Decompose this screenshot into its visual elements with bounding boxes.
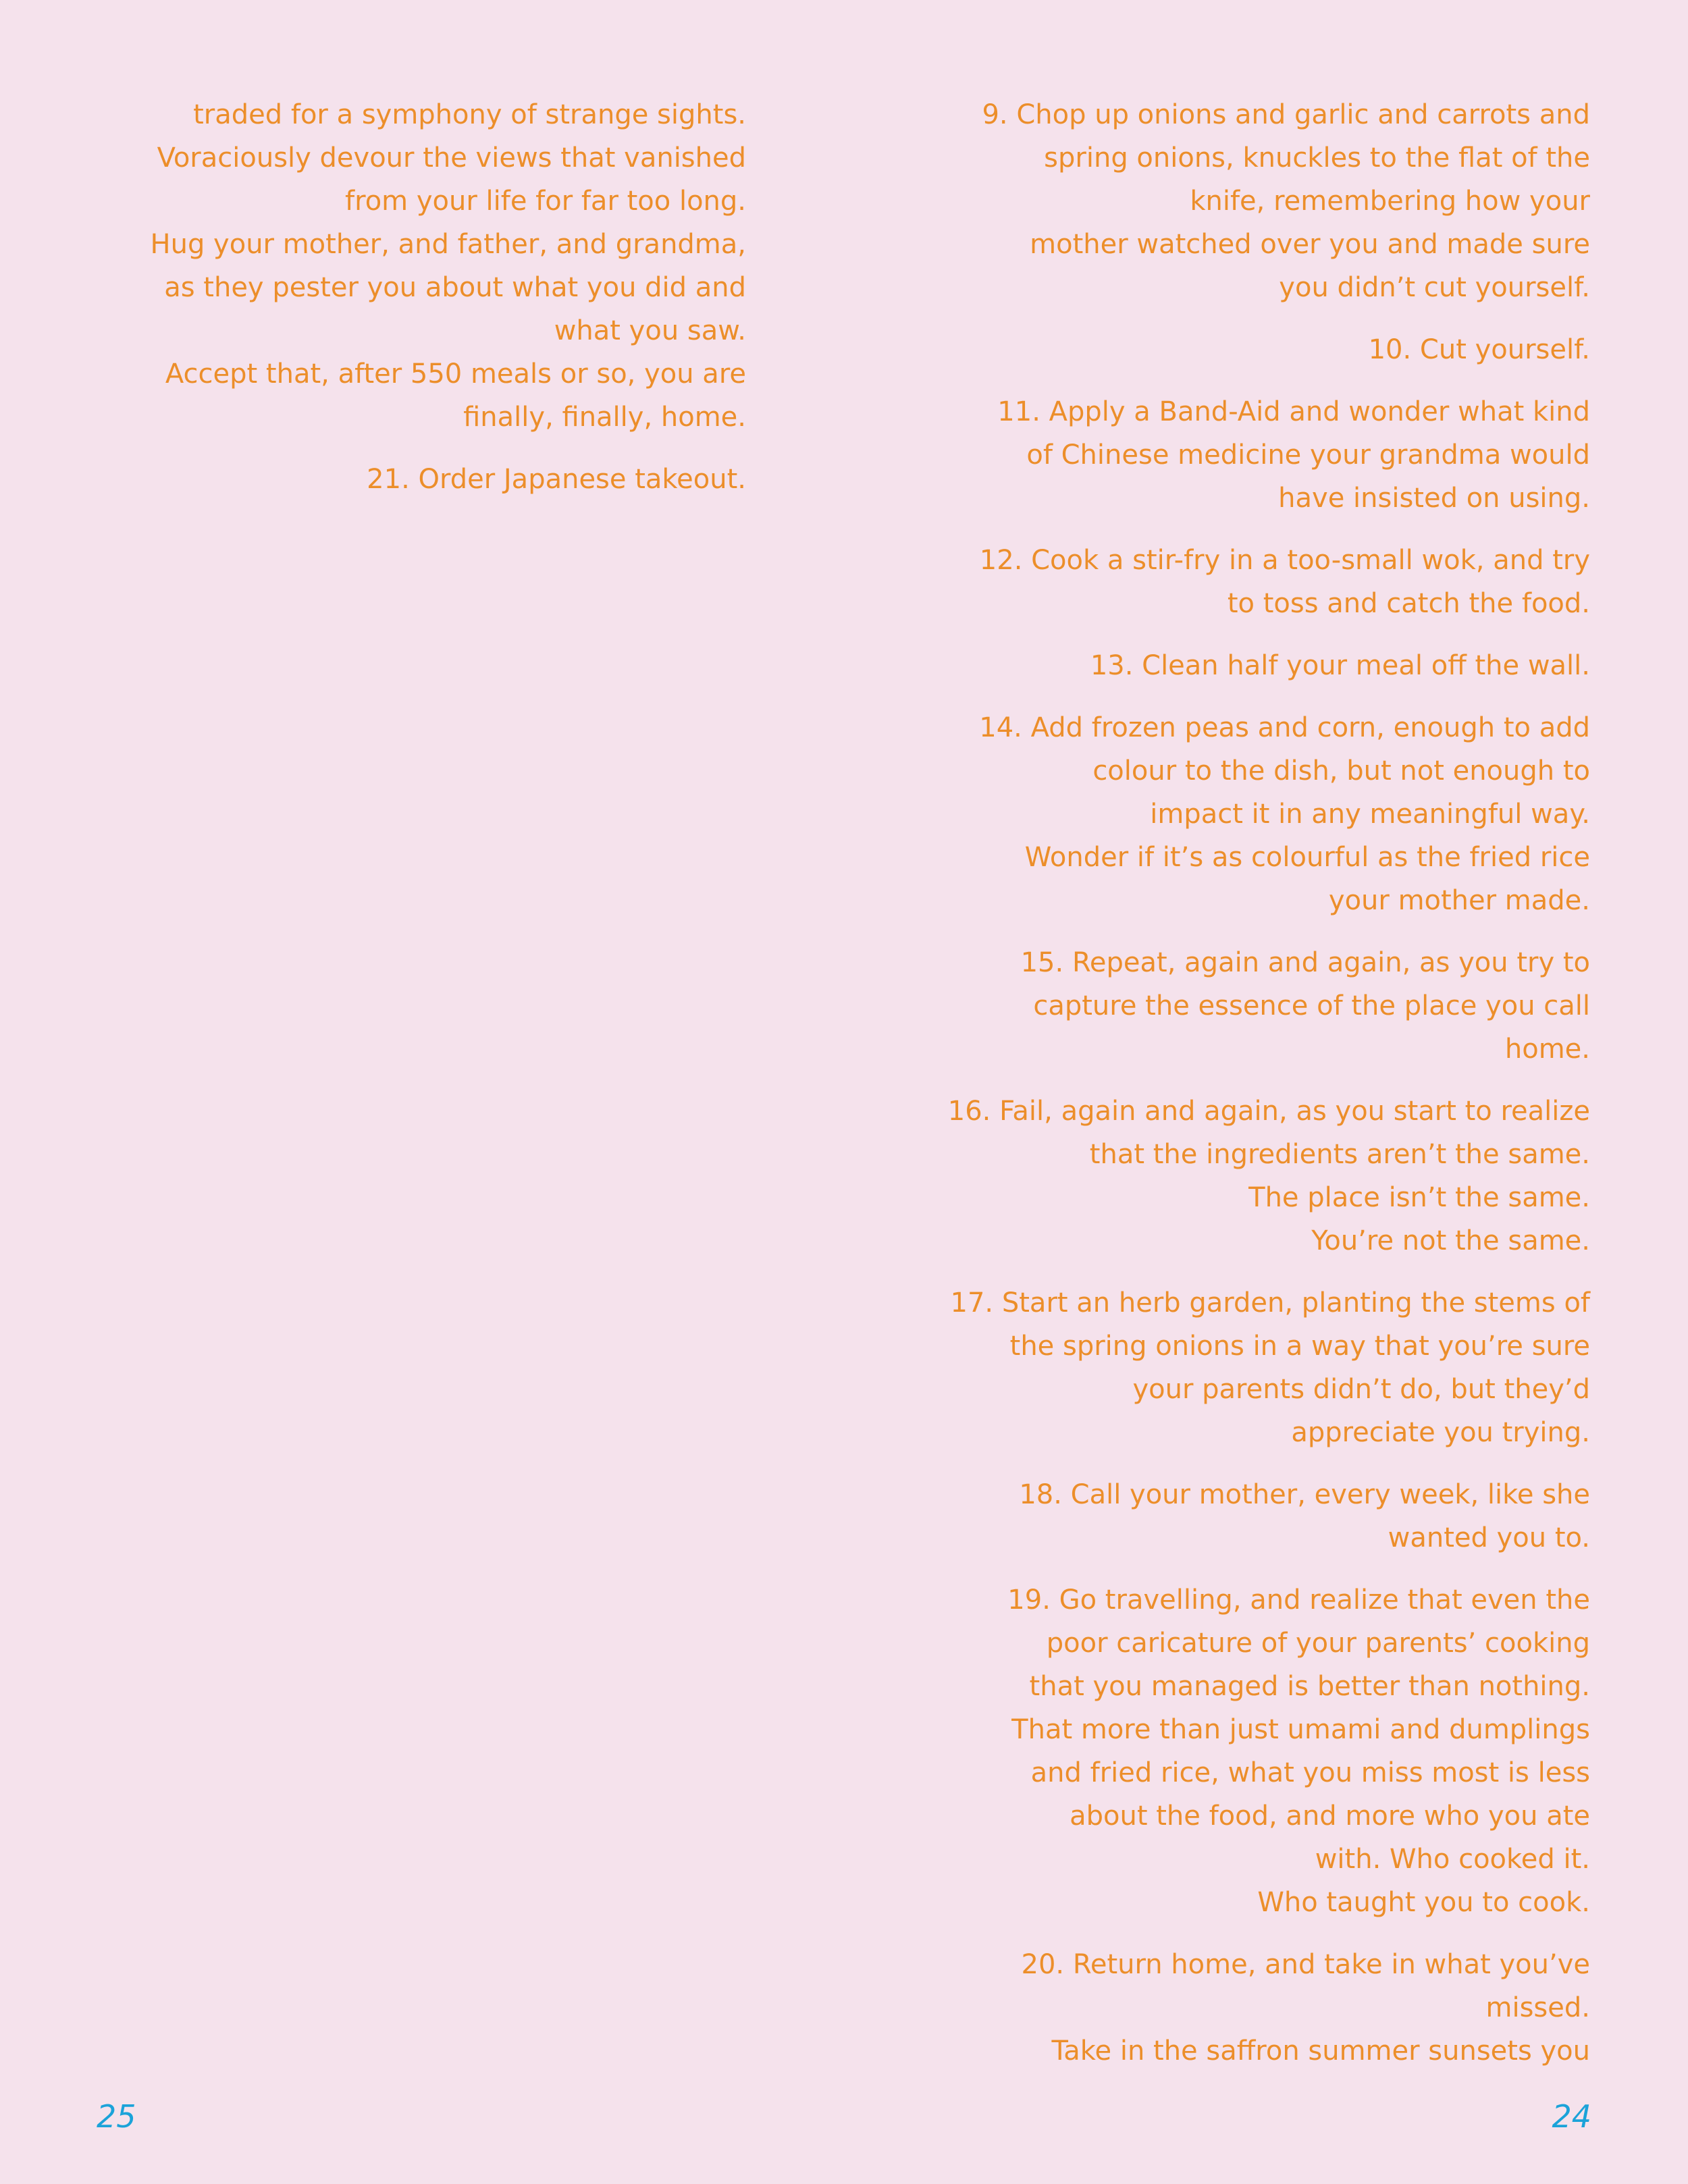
list-item [932, 328, 1590, 371]
text-line: 17. Start an herb garden, planting the stems of [950, 1287, 1590, 1319]
text-line: 11. Apply a Band-Aid and wonder what kind [997, 396, 1590, 427]
text-line: from your life for far too long. [345, 186, 746, 217]
text-line: missed. [1485, 1992, 1590, 2023]
list-item [932, 1090, 1590, 1262]
list-item [932, 390, 1590, 520]
text-line: home. [1504, 1034, 1590, 1065]
list-item [932, 1281, 1590, 1454]
text-line: 19. Go travelling, and realize that even the [1007, 1584, 1590, 1616]
text-line: traded for a symphony of strange sights. [193, 99, 746, 130]
list-item [932, 1473, 1590, 1560]
text-line: Accept that, after 550 meals or so, you are [165, 358, 746, 390]
text-line: impact it in any meaningful way. [1150, 799, 1590, 830]
text-line: 20. Return home, and take in what you’ve [1021, 1949, 1590, 1980]
text-line: 9. Chop up onions and garlic and carrots and [982, 99, 1590, 130]
text-line: have insisted on using. [1278, 483, 1590, 514]
text-line: that the ingredients aren’t the same. [1089, 1139, 1590, 1170]
text-line: mother watched over you and made sure [1030, 229, 1590, 260]
text-line: spring onions, knuckles to the flat of the [1044, 142, 1590, 174]
text-line: You’re not the same. [1311, 1225, 1590, 1256]
text-line: 15. Repeat, again and again, as you try to [1020, 947, 1590, 978]
text-line: Wonder if it’s as colourful as the fried rice [1024, 842, 1590, 873]
right-page-text [932, 93, 1590, 2092]
text-line: wanted you to. [1388, 1522, 1590, 1553]
text-line: and fried rice, what you miss most is less [1030, 1757, 1590, 1788]
text-line: about the food, and more who you ate [1070, 1801, 1590, 1832]
text-line: colour to the dish, but not enough to [1092, 755, 1590, 787]
text-line: with. Who cooked it. [1315, 1844, 1590, 1875]
text-line: of Chinese medicine your grandma would [1026, 440, 1590, 471]
text-line: The place isn’t the same. [1248, 1182, 1590, 1213]
text-line: the spring onions in a way that you’re sure [1009, 1331, 1590, 1362]
right-page-number: 24 [1552, 2098, 1591, 2135]
text-line: That more than just umami and dumplings [1011, 1714, 1590, 1745]
text-line: 12. Cook a stir-fry in a too-small wok, and try [979, 545, 1590, 576]
text-line: Take in the saffron summer sunsets you [1051, 2035, 1590, 2067]
text-line: knife, remembering how your [1190, 186, 1590, 217]
text-line: Voraciously devour the views that vanished [157, 142, 746, 174]
list-item [932, 706, 1590, 922]
text-line: 14. Add frozen peas and corn, enough to add [979, 712, 1590, 743]
text-line: finally, finally, home. [463, 402, 746, 433]
text-line: that you managed is better than nothing. [1029, 1671, 1590, 1702]
list-item [932, 1943, 1590, 2073]
text-line: to toss and catch the food. [1227, 588, 1590, 619]
left-page-text [122, 93, 746, 520]
text-line: what you saw. [554, 315, 746, 346]
list-item [932, 93, 1590, 309]
left-page-number: 25 [97, 2098, 136, 2135]
list-item [932, 941, 1590, 1071]
text-line: poor caricature of your parents’ cooking [1046, 1628, 1590, 1659]
text-line: you didn’t cut yourself. [1279, 272, 1590, 303]
text-line: Who taught you to cook. [1257, 1887, 1590, 1918]
text-line: 10. Cut yourself. [1368, 334, 1590, 365]
list-item [932, 644, 1590, 687]
text-line: 13. Clean half your meal off the wall. [1090, 650, 1590, 681]
text-line: Hug your mother, and father, and grandma, [150, 229, 746, 260]
list-item [122, 93, 746, 439]
text-line: your parents didn’t do, but they’d [1132, 1374, 1590, 1405]
text-line: 21. Order Japanese takeout. [367, 464, 746, 495]
text-line: capture the essence of the place you call [1033, 990, 1590, 1021]
list-item [122, 458, 746, 501]
text-line: your mother made. [1328, 885, 1590, 916]
text-line: appreciate you trying. [1291, 1417, 1590, 1448]
text-line: 18. Call your mother, every week, like she [1019, 1479, 1590, 1510]
list-item [932, 539, 1590, 625]
list-item [932, 1578, 1590, 1924]
text-line: 16. Fail, again and again, as you start to realize [947, 1096, 1590, 1127]
text-line: as they pester you about what you did and [164, 272, 746, 303]
